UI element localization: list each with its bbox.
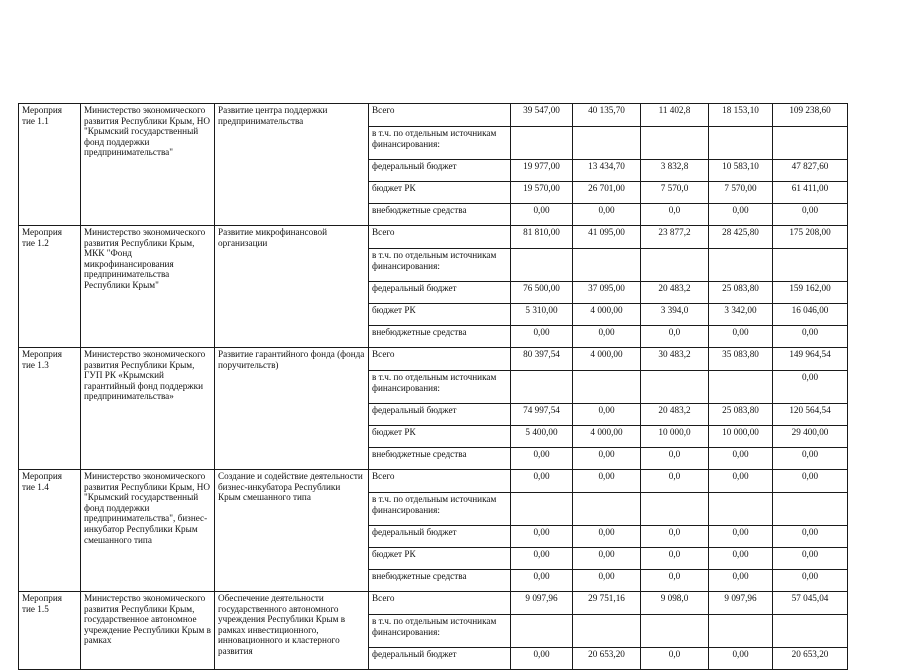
amount-cell: 9 097,96: [511, 592, 573, 615]
funding-source-cell: федеральный бюджет: [369, 404, 511, 426]
amount-cell: 10 000,0: [641, 426, 709, 448]
funding-source-cell: федеральный бюджет: [369, 282, 511, 304]
funding-source-cell: бюджет РК: [369, 182, 511, 204]
amount-cell: 0,0: [641, 204, 709, 226]
amount-cell: 81 810,00: [511, 226, 573, 249]
executor-cell: Министерство экономического развития Республики Крым, НО "Крымский государственный фонд поддержки предпринимательства": [81, 104, 215, 226]
amount-cell: 80 397,54: [511, 348, 573, 371]
funding-source-cell: внебюджетные средства: [369, 204, 511, 226]
amount-cell: [641, 615, 709, 648]
amount-cell: 120 564,54: [773, 404, 848, 426]
amount-cell: 0,0: [641, 470, 709, 493]
amount-cell: 3 342,00: [709, 304, 773, 326]
measure-code-cell: Мероприя тие 1.5: [19, 592, 81, 670]
amount-cell: 20 653,20: [773, 648, 848, 670]
amount-cell: 20 653,20: [573, 648, 641, 670]
amount-cell: 0,00: [773, 448, 848, 470]
amount-cell: 0,0: [641, 548, 709, 570]
funding-source-cell: федеральный бюджет: [369, 160, 511, 182]
funding-source-cell: Всего: [369, 592, 511, 615]
amount-cell: 159 162,00: [773, 282, 848, 304]
amount-cell: 41 095,00: [573, 226, 641, 249]
amount-cell: 0,00: [573, 470, 641, 493]
amount-cell: 76 500,00: [511, 282, 573, 304]
amount-cell: 0,00: [573, 448, 641, 470]
amount-cell: 13 434,70: [573, 160, 641, 182]
amount-cell: 0,00: [709, 470, 773, 493]
amount-cell: 10 000,00: [709, 426, 773, 448]
amount-cell: 20 483,2: [641, 404, 709, 426]
amount-cell: 47 827,60: [773, 160, 848, 182]
funding-source-cell: в т.ч. по отдельным источникам финансирования:: [369, 249, 511, 282]
amount-cell: 7 570,00: [709, 182, 773, 204]
amount-cell: 25 083,80: [709, 282, 773, 304]
amount-cell: 4 000,00: [573, 426, 641, 448]
amount-cell: 61 411,00: [773, 182, 848, 204]
amount-cell: [641, 371, 709, 404]
amount-cell: 30 483,2: [641, 348, 709, 371]
amount-cell: 19 977,00: [511, 160, 573, 182]
amount-cell: 0,00: [511, 448, 573, 470]
amount-cell: 0,00: [709, 448, 773, 470]
amount-cell: 16 046,00: [773, 304, 848, 326]
amount-cell: [573, 249, 641, 282]
amount-cell: 0,00: [709, 548, 773, 570]
amount-cell: 11 402,8: [641, 104, 709, 127]
amount-cell: 0,00: [773, 526, 848, 548]
amount-cell: [511, 493, 573, 526]
funding-source-cell: внебюджетные средства: [369, 570, 511, 592]
funding-source-cell: в т.ч. по отдельным источникам финансирования:: [369, 615, 511, 648]
amount-cell: 20 483,2: [641, 282, 709, 304]
amount-cell: 57 045,04: [773, 592, 848, 615]
amount-cell: [511, 127, 573, 160]
amount-cell: 9 098,0: [641, 592, 709, 615]
amount-cell: [573, 615, 641, 648]
table-body: [19, 104, 848, 670]
amount-cell: 0,00: [773, 326, 848, 348]
amount-cell: 40 135,70: [573, 104, 641, 127]
amount-cell: 0,00: [511, 570, 573, 592]
table-row: [19, 592, 848, 615]
amount-cell: [709, 493, 773, 526]
funding-source-cell: в т.ч. по отдельным источникам финансирования:: [369, 493, 511, 526]
funding-source-cell: федеральный бюджет: [369, 526, 511, 548]
amount-cell: 28 425,80: [709, 226, 773, 249]
executor-cell: Министерство экономического развития Республики Крым, НО "Крымский государственный фонд поддержки предпринимательства", бизнес-инкубатор Республики Крым смешанного типа: [81, 470, 215, 592]
measure-code-cell: Мероприя тие 1.3: [19, 348, 81, 470]
amount-cell: 18 153,10: [709, 104, 773, 127]
amount-cell: [773, 493, 848, 526]
amount-cell: 0,00: [773, 470, 848, 493]
funding-source-cell: федеральный бюджет: [369, 648, 511, 670]
amount-cell: 0,00: [573, 526, 641, 548]
measure-name-cell: Обеспечение деятельности государственного автономного учреждения Республики Крым в рамках инвестиционного, инновационного и кластерного развития: [215, 592, 369, 670]
amount-cell: 0,00: [709, 648, 773, 670]
amount-cell: 29 751,16: [573, 592, 641, 615]
amount-cell: [511, 249, 573, 282]
amount-cell: 35 083,80: [709, 348, 773, 371]
amount-cell: [773, 127, 848, 160]
funding-source-cell: Всего: [369, 104, 511, 127]
measure-code-cell: Мероприя тие 1.4: [19, 470, 81, 592]
executor-cell: Министерство экономического развития Республики Крым, МКК "Фонд микрофинансирования предпринимательства Республики Крым": [81, 226, 215, 348]
amount-cell: 0,0: [641, 326, 709, 348]
funding-source-cell: бюджет РК: [369, 304, 511, 326]
amount-cell: 0,00: [773, 570, 848, 592]
measure-name-cell: Развитие гарантийного фонда (фонда поручительств): [215, 348, 369, 470]
amount-cell: 0,00: [573, 570, 641, 592]
funding-source-cell: в т.ч. по отдельным источникам финансирования:: [369, 127, 511, 160]
amount-cell: 23 877,2: [641, 226, 709, 249]
amount-cell: 0,00: [573, 326, 641, 348]
amount-cell: 0,00: [573, 404, 641, 426]
table-row: [19, 104, 848, 127]
amount-cell: 0,00: [773, 371, 848, 404]
amount-cell: 37 095,00: [573, 282, 641, 304]
amount-cell: 0,0: [641, 448, 709, 470]
amount-cell: 26 701,00: [573, 182, 641, 204]
amount-cell: 0,00: [511, 326, 573, 348]
financing-table: [18, 103, 848, 670]
measure-name-cell: Создание и содействие деятельности бизнес-инкубатора Республики Крым смешанного типа: [215, 470, 369, 592]
amount-cell: 0,00: [573, 204, 641, 226]
executor-cell: Министерство экономического развития Республики Крым, ГУП РК «Крымский гарантийный фонд поддержки предпринимательства»: [81, 348, 215, 470]
amount-cell: [641, 127, 709, 160]
amount-cell: 0,00: [511, 204, 573, 226]
amount-cell: 25 083,80: [709, 404, 773, 426]
amount-cell: 0,00: [573, 548, 641, 570]
amount-cell: [511, 615, 573, 648]
amount-cell: 0,00: [773, 548, 848, 570]
amount-cell: [709, 127, 773, 160]
amount-cell: 0,0: [641, 570, 709, 592]
amount-cell: 5 310,00: [511, 304, 573, 326]
amount-cell: 0,00: [709, 570, 773, 592]
amount-cell: 175 208,00: [773, 226, 848, 249]
amount-cell: [641, 493, 709, 526]
measure-code-cell: Мероприя тие 1.1: [19, 104, 81, 226]
amount-cell: 39 547,00: [511, 104, 573, 127]
amount-cell: 0,00: [773, 204, 848, 226]
amount-cell: 0,00: [709, 204, 773, 226]
funding-source-cell: внебюджетные средства: [369, 448, 511, 470]
amount-cell: 0,00: [511, 526, 573, 548]
amount-cell: [641, 249, 709, 282]
amount-cell: 5 400,00: [511, 426, 573, 448]
amount-cell: [709, 615, 773, 648]
amount-cell: 0,00: [511, 648, 573, 670]
amount-cell: [709, 249, 773, 282]
amount-cell: [709, 371, 773, 404]
amount-cell: [773, 249, 848, 282]
amount-cell: [573, 371, 641, 404]
funding-source-cell: бюджет РК: [369, 548, 511, 570]
amount-cell: 0,00: [511, 470, 573, 493]
table-row: [19, 348, 848, 371]
measure-name-cell: Развитие центра поддержки предпринимательства: [215, 104, 369, 226]
amount-cell: 149 964,54: [773, 348, 848, 371]
amount-cell: [511, 371, 573, 404]
measure-code-cell: Мероприя тие 1.2: [19, 226, 81, 348]
amount-cell: 0,00: [709, 526, 773, 548]
amount-cell: 0,0: [641, 526, 709, 548]
amount-cell: 7 570,0: [641, 182, 709, 204]
amount-cell: 3 832,8: [641, 160, 709, 182]
amount-cell: 3 394,0: [641, 304, 709, 326]
funding-source-cell: внебюджетные средства: [369, 326, 511, 348]
amount-cell: [573, 493, 641, 526]
executor-cell: Министерство экономического развития Республики Крым, государственное автономное учреждение Республики Крым в рамках: [81, 592, 215, 670]
funding-source-cell: бюджет РК: [369, 426, 511, 448]
amount-cell: 0,0: [641, 648, 709, 670]
amount-cell: 29 400,00: [773, 426, 848, 448]
amount-cell: 4 000,00: [573, 304, 641, 326]
amount-cell: 4 000,00: [573, 348, 641, 371]
funding-source-cell: в т.ч. по отдельным источникам финансирования:: [369, 371, 511, 404]
amount-cell: 0,00: [709, 326, 773, 348]
amount-cell: 9 097,96: [709, 592, 773, 615]
amount-cell: 109 238,60: [773, 104, 848, 127]
amount-cell: [573, 127, 641, 160]
amount-cell: [773, 615, 848, 648]
funding-source-cell: Всего: [369, 348, 511, 371]
amount-cell: 19 570,00: [511, 182, 573, 204]
amount-cell: 0,00: [511, 548, 573, 570]
table-row: [19, 470, 848, 493]
measure-name-cell: Развитие микрофинансовой организации: [215, 226, 369, 348]
funding-source-cell: Всего: [369, 226, 511, 249]
amount-cell: 10 583,10: [709, 160, 773, 182]
funding-source-cell: Всего: [369, 470, 511, 493]
amount-cell: 74 997,54: [511, 404, 573, 426]
table-row: [19, 226, 848, 249]
